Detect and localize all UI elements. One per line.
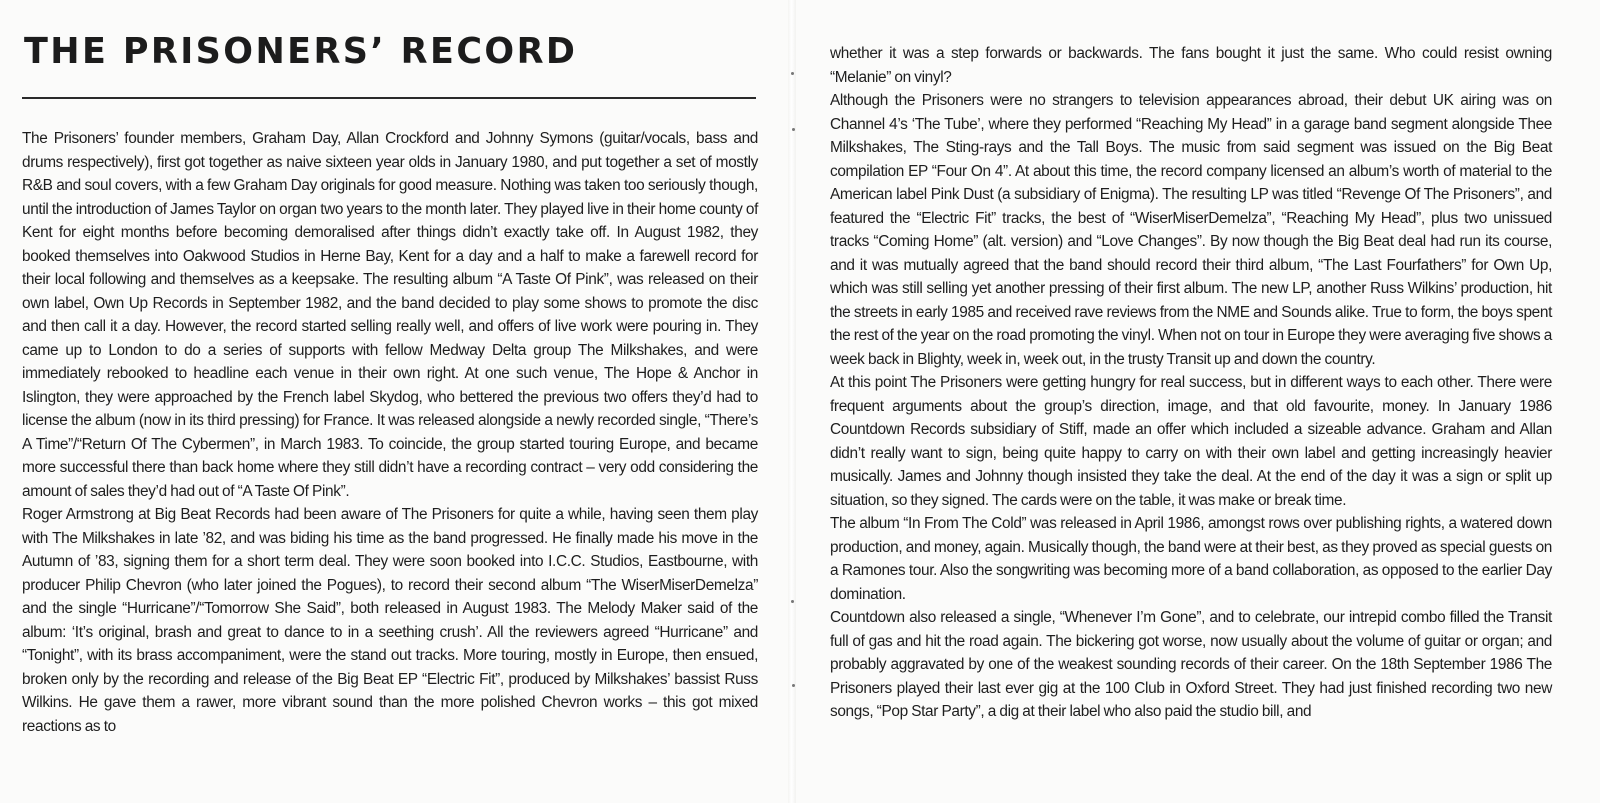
right-paragraph-5: Countdown also released a single, “Whenever I’m Gone”, and to celebrate, our intrepid combo filled the Transit full of gas and hit the road again. The bickering got worse, now usually about the volume of guitar or organ; and probably aggravated by one of the weakest sounding records of their career. On the 18th September 1986 The Prisoners played their last ever gig at the 100 Club in Oxford Street. They had just finished recording two new songs, “Pop Star Party”, a dig at their label who also paid the studio bill, and — [830, 609, 1552, 720]
right-paragraph-4: The album “In From The Cold” was released in April 1986, amongst rows over publishing rights, a watered down production, and money, again. Musically though, the band were at their best, as they proved as special guests on a Ramones tour. Also the songwriting was becoming more of a band collaboration, as opposed to the earlier Day domination. — [830, 515, 1552, 603]
left-page-body — [22, 127, 758, 738]
right-paragraph-3: At this point The Prisoners were getting hungry for real success, but in different ways to each other. There were frequent arguments about the group’s direction, image, and that old favourite, money. In January 1986 Countdown Records subsidiary of Stiff, made an offer which included a sizeable advance. Graham and Allan didn’t really want to sign, being quite happy to carry on with their own label and getting increasingly heavier musically. James and Johnny though insisted they take the deal. At the end of the day it was a sign or split up situation, so they signed. The cards were on the table, it was make or break time. — [830, 374, 1552, 509]
fold-speck — [791, 72, 794, 75]
title-divider — [22, 97, 756, 99]
left-paragraph-1: The Prisoners’ founder members, Graham Day, Allan Crockford and Johnny Symons (guitar/vocals, bass and drums respectively), first got together as naive sixteen year olds in January 1980, and put together a set of mostly R&B and soul covers, with a few Graham Day originals for good measure. Nothing was taken too seriously though, until the introduction of James Taylor on organ two years to the month later. They played live in their home county of Kent for eight months before becoming demoralised after things didn’t exactly take off. In August 1982, they booked themselves into Oakwood Studios in Herne Bay, Kent for a day and a half to make a farewell record for their local following and themselves as a keepsake. The resulting album “A Taste Of Pink”, was released on their own label, Own Up Records in September 1982, and the band decided to play some shows to promote the disc and then call it a day. However, the record started selling really well, and offers of live work were pouring in. They came up to London to do a series of supports with fellow Medway Delta group The Milkshakes, and were immediately rebooked to headline each venue in their own right. At one such venue, The Hope & Anchor in Islington, they were approached by the French label Skydog, who bettered the previous two offers they’d had to license the album (now in its third pressing) for France. It was released alongside a newly recorded single, “There’s A Time”/“Return Of The Cybermen”, in March 1983. To coincide, the group started touring Europe, and became more successful there than back home where they still didn’t have a recording contract – very odd considering the amount of sales they’d had out of “A Taste Of Pink”. — [22, 130, 758, 500]
right-paragraph-1: whether it was a step forwards or backwards. The fans bought it just the same. Who could resist owning “Melanie” on vinyl? — [830, 45, 1552, 86]
left-page — [0, 0, 788, 803]
right-paragraph-2: Although the Prisoners were no strangers to television appearances abroad, their debut UK airing was on Channel 4’s ‘The Tube’, where they performed “Reaching My Head” in a garage band segment alongside Thee Milkshakes, The Sting-rays and the Tall Boys. The music from said segment was issued on the Big Beat compilation EP “Four On 4”. At about this time, the record company licensed an album’s worth of material to the American label Pink Dust (a subsidiary of Enigma). The resulting LP was titled “Revenge Of The Prisoners”, and featured the “Electric Fit” tracks, the best of “WiserMiserDemelza”, “Reaching My Head”, plus two unissued tracks “Coming Home” (alt. version) and “Love Changes”. By now though the Big Beat deal had run its course, and it was mutually agreed that the band should record their third album, “The Last Fourfathers” for Own Up, which was still selling yet another pressing of their first album. The new LP, another Russ Wilkins’ production, hit the streets in early 1985 and received rave reviews from the NME and Sounds alike. True to form, the boys spent the rest of the year on the road promoting the vinyl. When not on tour in Europe they were averaging five shows a week back in Blighty, week in, week out, in the trusty Transit up and down the country. — [830, 92, 1552, 368]
page-fold — [788, 0, 796, 803]
fold-speck — [792, 684, 795, 687]
fold-speck — [791, 600, 794, 603]
fold-speck — [792, 128, 795, 131]
right-page-body — [830, 42, 1552, 724]
left-paragraph-2: Roger Armstrong at Big Beat Records had been aware of The Prisoners for quite a while, having seen them play with The Milkshakes in late ’82, and was biding his time as the band progressed. He finally made his move in the Autumn of ’83, signing them for a short term deal. They were soon booked into I.C.C. Studios, Eastbourne, with producer Philip Chevron (who later joined the Pogues), to record their second album “The WiserMiserDemelza” and the single “Hurricane”/“Tomorrow She Said”, both released in August 1983. The Melody Maker said of the album: ‘It’s original, brash and great to dance to in a seething crush’. All the reviewers agreed “Hurricane” and “Tonight”, with its brass accompaniment, were the stand out tracks. More touring, mostly in Europe, then ensued, broken only by the recording and release of the Big Beat EP “Electric Fit”, produced by Milkshakes’ bassist Russ Wilkins. He gave them a rawer, more vibrant sound than the more polished Chevron works – this got mixed reactions as to — [22, 506, 758, 735]
page-title: THE PRISONERS’ RECORD — [24, 31, 578, 73]
right-page — [796, 0, 1600, 803]
